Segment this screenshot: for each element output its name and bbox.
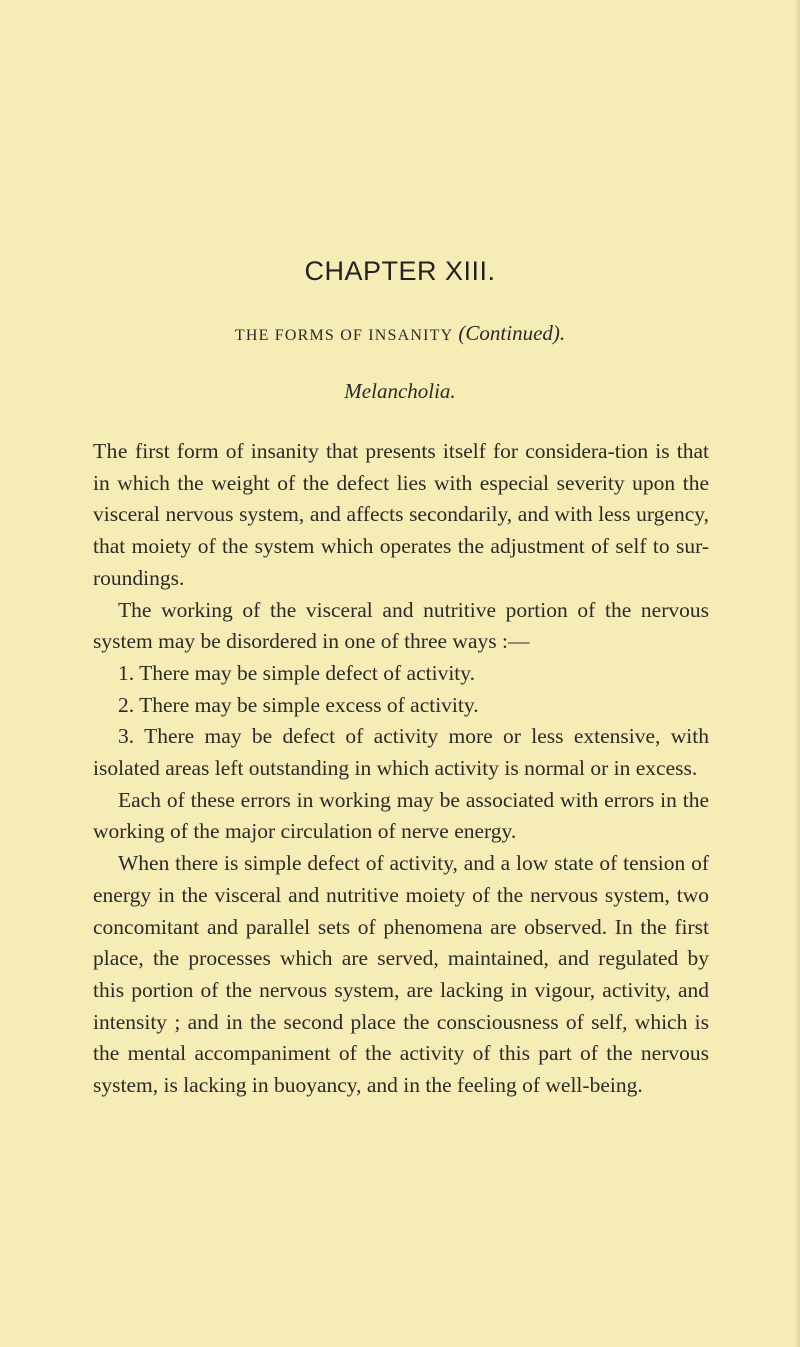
- section-heading: [0, 321, 800, 346]
- chapter-title: CHAPTER XIII.: [304, 256, 496, 286]
- paragraph-intro-text: first form of insanity that presents itself for considera-tion is that in which the weight of the defect lies with especial severity upon the visceral nervous system, and affects secondarily, and with less urgency, that moiety of the system which operates the adjustment of self to sur-roundings.: [93, 439, 709, 590]
- section-heading-continued: (Continued).: [458, 321, 566, 345]
- list-item-1: 1. There may be simple defect of activity.: [118, 660, 476, 685]
- section-heading-caps: THE FORMS OF INSANITY: [234, 327, 454, 344]
- paragraph: The working of the visceral and nutritive portion of the nervous system may be disordered in one of three ways :—: [93, 597, 709, 654]
- body-text: [93, 436, 709, 1102]
- paragraph: Each of these errors in working may be associated with errors in the working of the major circulation of nerve energy.: [93, 787, 709, 844]
- page-edge-shadow: [794, 0, 800, 1347]
- section-subtitle: Melancholia.: [344, 379, 456, 403]
- paragraph-intro: [93, 436, 709, 595]
- paragraph-lead-word: The: [93, 439, 128, 463]
- list-item-2: 2. There may be simple excess of activity.: [118, 692, 479, 717]
- list-item-3: 3. There may be defect of activity more or less extensive, with isolated areas left outstanding in which activity is normal or in excess.: [93, 724, 709, 781]
- paragraph: When there is simple defect of activity, and a low state of tension of energy in the visceral and nutritive moiety of the nervous system, two concomitant and parallel sets of phenomena are observed. In the first place, the processes which are served, maintained, and regulated by this portion of the nervous system, are lacking in vigour, activity, and intensity ; and in the second place the consciousness of self, which is the mental accompaniment of the activity of this part of the nervous system, is lacking in buoyancy, and in the feeling of well-being.: [93, 851, 709, 1098]
